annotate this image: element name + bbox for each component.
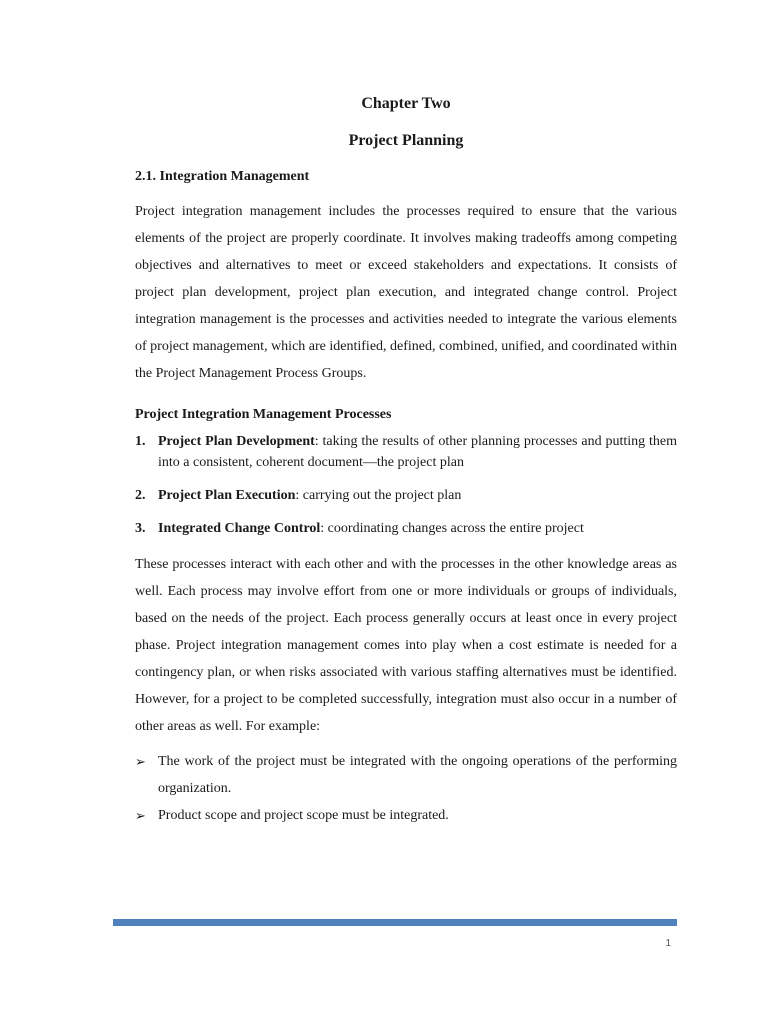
list-number: 2. — [135, 488, 146, 503]
list-item — [135, 518, 677, 539]
list-number: 1. — [135, 434, 146, 449]
processes-list — [135, 431, 677, 539]
list-item — [135, 802, 677, 829]
arrowhead-bullet-icon: ➢ — [135, 754, 146, 769]
list-item — [135, 748, 677, 802]
footer-rule — [113, 919, 677, 926]
chapter-heading: Chapter Two — [361, 95, 451, 112]
process-term: Project Plan Execution — [158, 488, 296, 503]
page-number: 1 — [665, 938, 671, 949]
process-description: : coordinating changes across the entire project — [320, 521, 584, 536]
page-content — [135, 92, 677, 829]
intro-paragraph: Project integration management includes the processes required to ensure that the various elements of the project are properly coordinate. It involves making tradeoffs among competing objectives and alternatives to meet or exceed stakeholders and expectations. It consists of project plan development, project plan execution, and integrated change control. Project integration management is the processes and activities needed to integrate the various elements of project management, which are identified, defined, combined, unified, and coordinated within the Project Management Process Groups. — [135, 204, 677, 381]
list-item — [135, 431, 677, 473]
section-heading: 2.1. Integration Management — [135, 169, 310, 184]
processes-heading: Project Integration Management Processes — [135, 407, 392, 422]
process-term: Project Plan Development — [158, 434, 315, 449]
example-text: The work of the project must be integrated with the ongoing operations of the performing organization. — [158, 754, 677, 796]
body-paragraph: These processes interact with each other and with the processes in the other knowledge areas as well. Each process may involve effort from one or more individuals or groups of individuals, based on the needs of the project. Each process generally occurs at least once in every project phase. Project integration management comes into play when a cost estimate is needed for a contingency plan, or when risks associated with various staffing alternatives must be identified. However, for a project to be completed successfully, integration must also occur in a number of other areas as well. For example: — [135, 557, 677, 734]
process-term: Integrated Change Control — [158, 521, 321, 536]
process-description: : taking the results of other planning processes and putting them into a consistent, coherent document—the project plan — [158, 434, 678, 470]
list-number: 3. — [135, 521, 146, 536]
list-item — [135, 485, 677, 506]
process-description: : carrying out the project plan — [295, 488, 462, 503]
examples-list — [135, 748, 677, 829]
page-title: Project Planning — [348, 132, 464, 149]
arrowhead-bullet-icon: ➢ — [135, 808, 146, 823]
example-text: Product scope and project scope must be integrated. — [158, 808, 449, 823]
